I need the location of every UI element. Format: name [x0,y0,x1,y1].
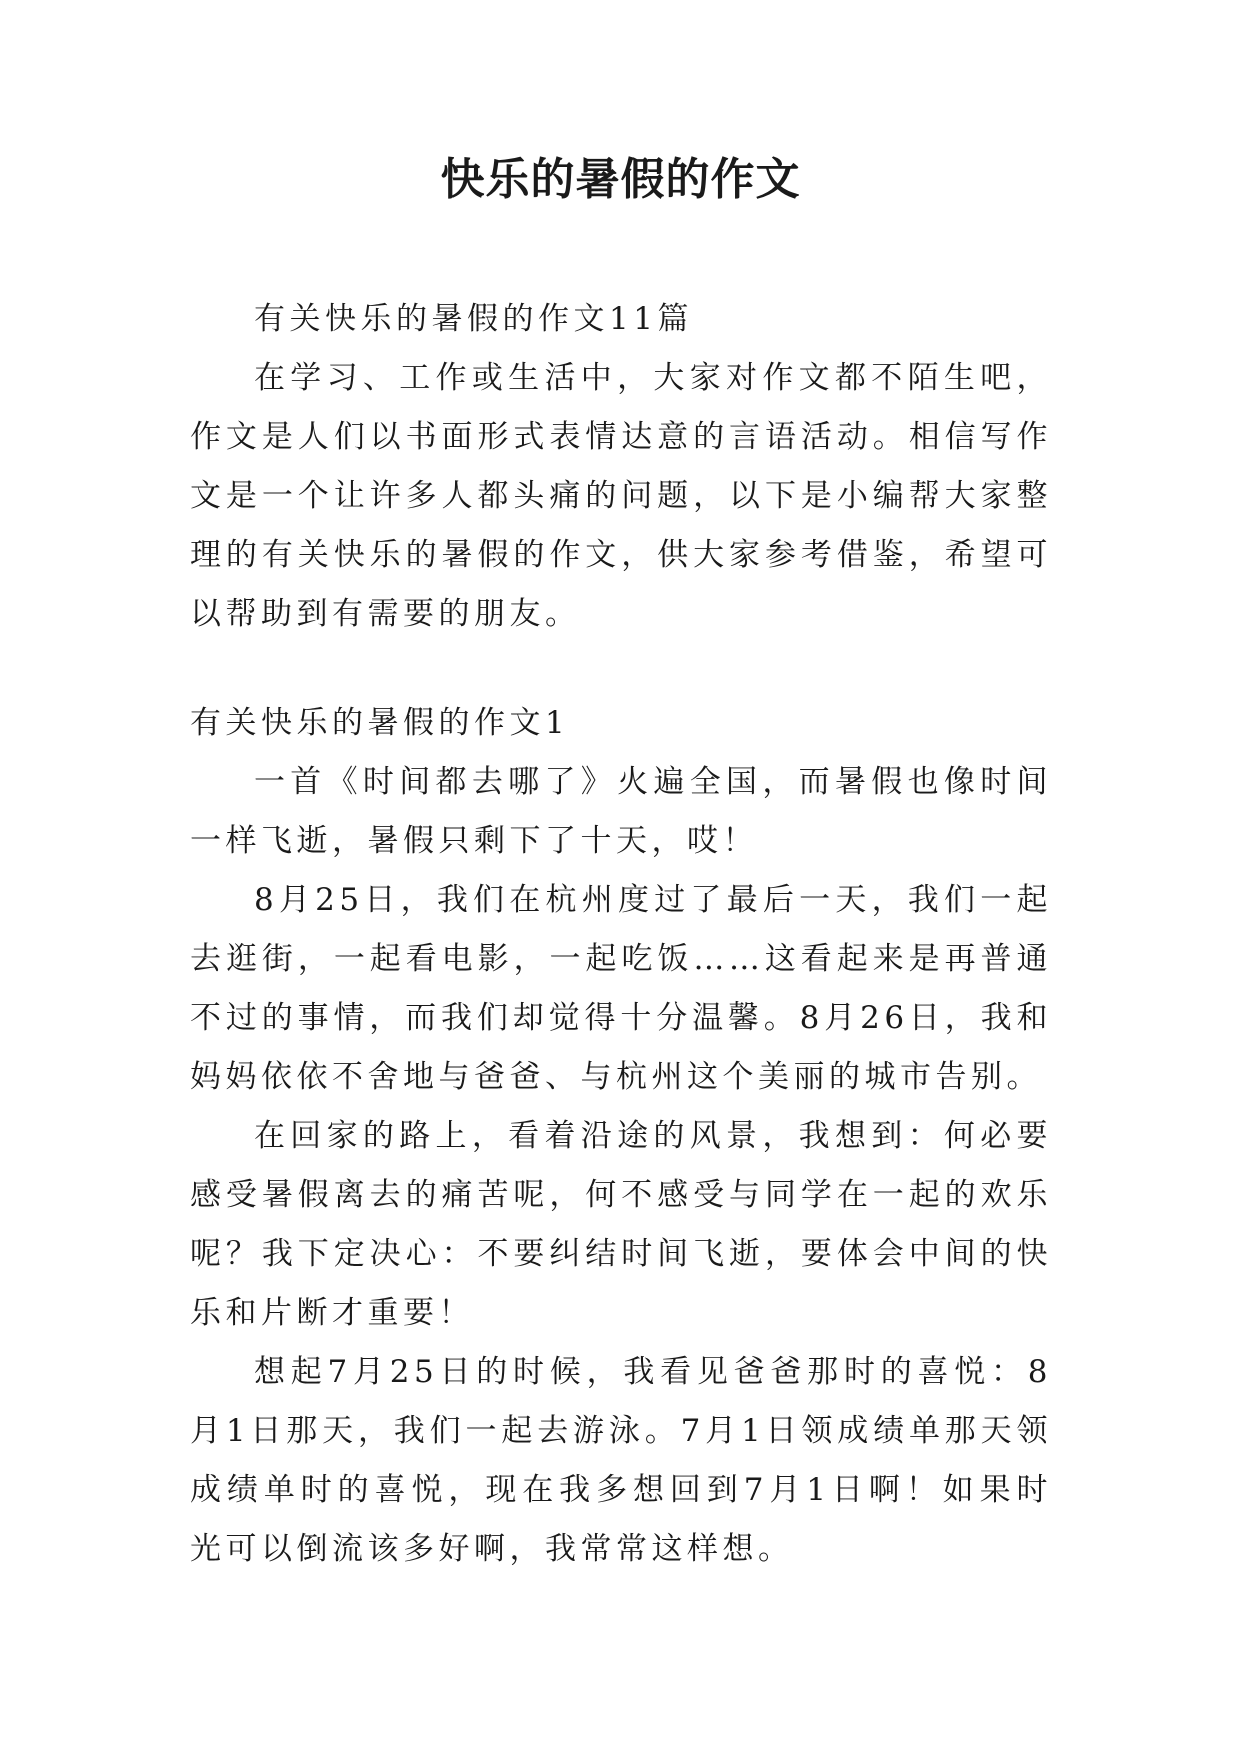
paragraph: 在学习、工作或生活中，大家对作文都不陌生吧，作文是人们以书面形式表情达意的言语活动。相信写作文是一个让许多人都头痛的问题，以下是小编帮大家整理的有关快乐的暑假的作文，供大家参考借鉴，希望可以帮助到有需要的朋友。 [190,360,1052,632]
document-body [190,290,1052,1579]
paragraph: 有关快乐的暑假的作文11篇 [254,301,693,337]
section-heading: 有关快乐的暑假的作文1 [190,705,570,741]
paragraph: 想起7月25日的时候，我看见爸爸那时的喜悦：8月1日那天，我们一起去游泳。7月1日领成绩单那天领成绩单时的喜悦，现在我多想回到7月1日啊！如果时光可以倒流该多好啊，我常常这样想。 [190,1354,1052,1567]
paragraph: 一首《时间都去哪了》火遍全国，而暑假也像时间一样飞逝，暑假只剩下了十天，哎！ [190,764,1052,859]
paragraph: 8月25日，我们在杭州度过了最后一天，我们一起去逛街，一起看电影，一起吃饭……这看起来是再普通不过的事情，而我们却觉得十分温馨。8月26日，我和妈妈依依不舍地与爸爸、与杭州这个美丽的城市告别。 [190,882,1052,1095]
document-title: 快乐的暑假的作文 [440,154,801,205]
paragraph: 在回家的路上，看着沿途的风景，我想到：何必要感受暑假离去的痛苦呢，何不感受与同学在一起的欢乐呢？我下定决心：不要纠结时间飞逝，要体会中间的快乐和片断才重要！ [190,1118,1052,1331]
